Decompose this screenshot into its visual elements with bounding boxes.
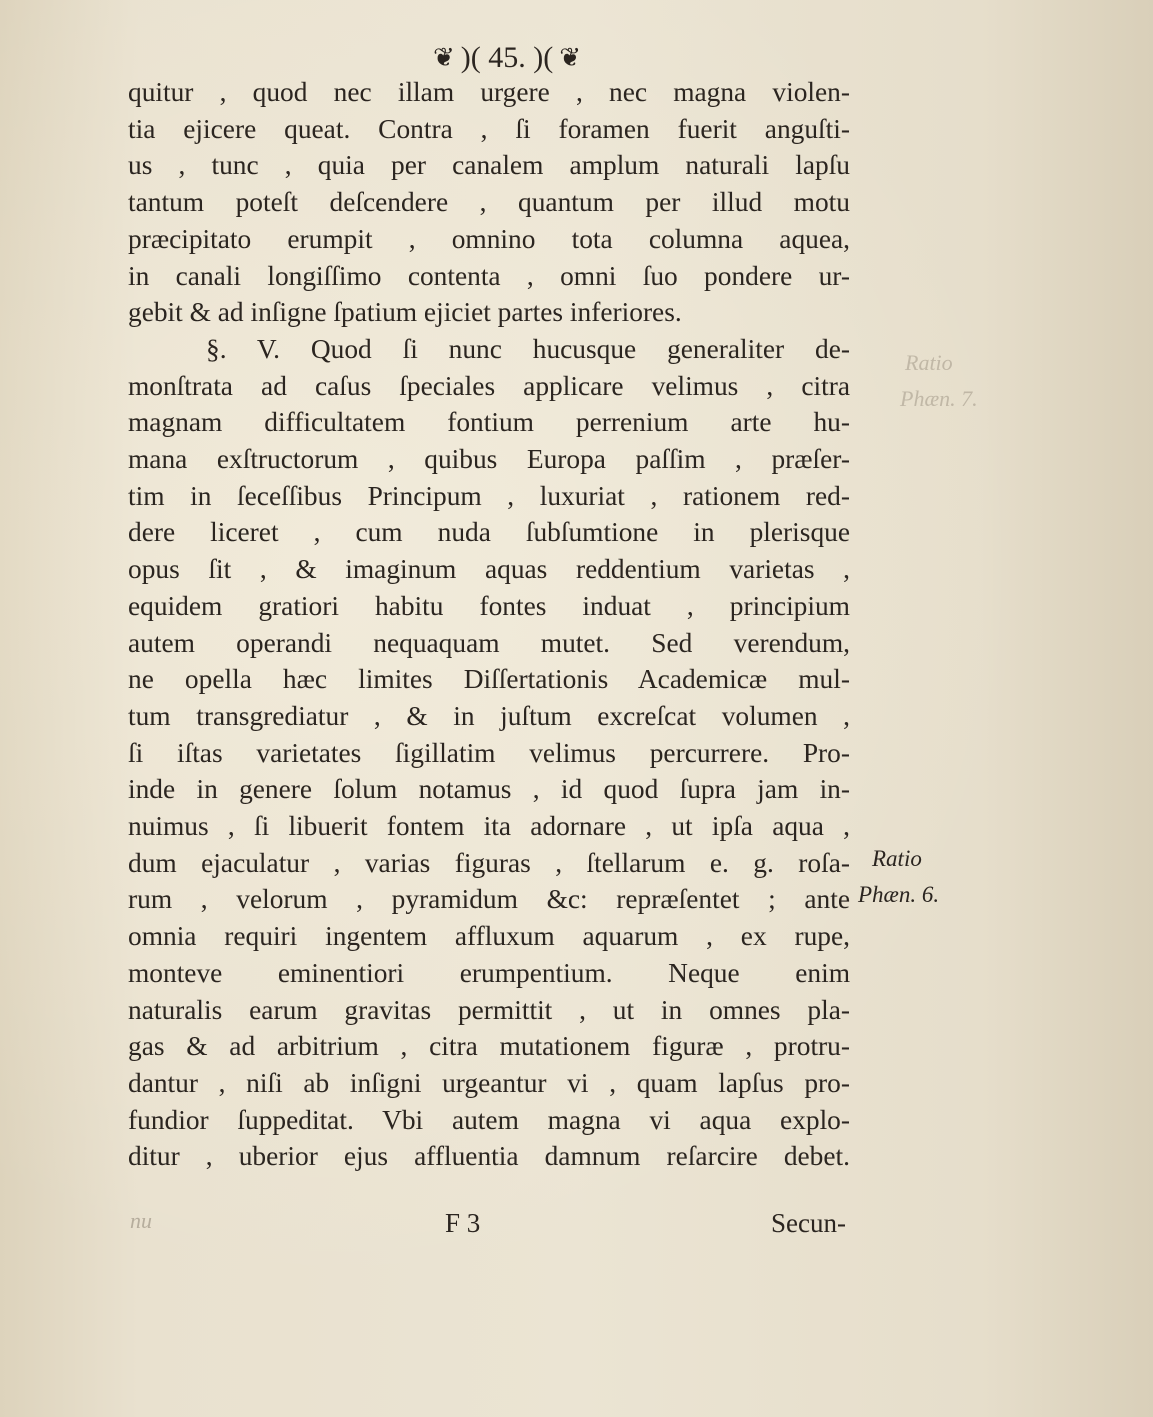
text-line: gas & ad arbitrium , citra mutationem figuræ , protru- (128, 1031, 850, 1062)
text-line: tia ejicere queat. Contra , ſi foramen fuerit anguſti- (128, 113, 850, 144)
text-line: magnam difficultatem fontium perrenium arte hu- (128, 407, 850, 438)
text-line: monſtrata ad caſus ſpeciales applicare velimus , citra (128, 370, 850, 401)
text-line: dantur , niſi ab inſigni urgeantur vi , quam lapſus pro- (128, 1067, 850, 1098)
text-line: dum ejaculatur , varias figuras , ſtellarum e. g. roſa- (128, 847, 850, 878)
text-line: fundior ſuppeditat. Vbi autem magna vi aqua explo- (128, 1104, 850, 1135)
running-head (382, 38, 632, 78)
text-line: ſi iſtas varietates ſigillatim velimus percurrere. Pro- (128, 737, 850, 768)
text-line: quitur , quod nec illam urgere , nec magna violen- (128, 77, 850, 107)
text-line: tum transgrediatur , & in juſtum excreſcat volumen , (128, 700, 850, 731)
left-ornament-icon: ❦ (432, 43, 455, 72)
text-line: ne opella hæc limites Diſſertationis Academicæ mul- (128, 664, 850, 695)
margin-note-ratio: Ratio (872, 846, 922, 871)
text-line: omnia requiri ingentem affluxum aquarum , ex rupe, (128, 921, 850, 952)
show-through-text: nu (130, 1208, 152, 1233)
text-line: autem operandi nequaquam mutet. Sed verendum, (128, 627, 850, 658)
show-through-note-1: Ratio (905, 350, 953, 375)
text-line: opus ſit , & imaginum aquas reddentium varietas , (128, 554, 850, 585)
text-line: tim in ſeceſſibus Principum , luxuriat , rationem red- (128, 480, 850, 511)
text-line: monteve eminentiori erumpentium. Neque enim (128, 957, 850, 988)
text-line: gebit & ad inſigne ſpatium ejiciet partes inferiores. (128, 297, 682, 328)
signature-mark: F 3 (445, 1208, 481, 1238)
text-line: tantum poteſt deſcendere , quantum per illud motu (128, 187, 850, 218)
section-start-line: §. V. Quod ſi nunc hucusque generaliter de- (206, 333, 850, 364)
text-line: us , tunc , quia per canalem amplum naturali lapſu (128, 150, 850, 181)
catchword: Secun- (771, 1208, 846, 1238)
main-text-block (128, 74, 850, 1175)
text-line: ditur , uberior ejus affluentia damnum reſarcire debet. (128, 1141, 850, 1172)
text-line: inde in genere ſolum notamus , id quod ſupra jam in- (128, 774, 850, 805)
text-line: equidem gratiori habitu fontes induat , principium (128, 590, 850, 621)
show-through-note-2: Phæn. 7. (900, 386, 978, 411)
text-line: rum , velorum , pyramidum &c: repræſentet ; ante (128, 884, 850, 915)
text-line: naturalis earum gravitas permittit , ut in omnes pla- (128, 994, 850, 1025)
text-line: in canali longiſſimo contenta , omni ſuo pondere ur- (128, 260, 850, 291)
text-line: dere liceret , cum nuda ſubſumtione in plerisque (128, 517, 850, 548)
text-line: mana exſtructorum , quibus Europa paſſim , præſer- (128, 444, 850, 475)
text-line: præcipitato erumpit , omnino tota columna aquea, (128, 223, 850, 254)
margin-note-phaen: Phæn. 6. (858, 882, 940, 907)
page-number: )( 45. )( (460, 41, 554, 74)
right-ornament-icon: ❦ (559, 43, 582, 72)
page-footer (128, 1208, 850, 1248)
text-line: nuimus , ſi libuerit fontem ita adornare , ut ipſa aqua , (128, 811, 850, 842)
